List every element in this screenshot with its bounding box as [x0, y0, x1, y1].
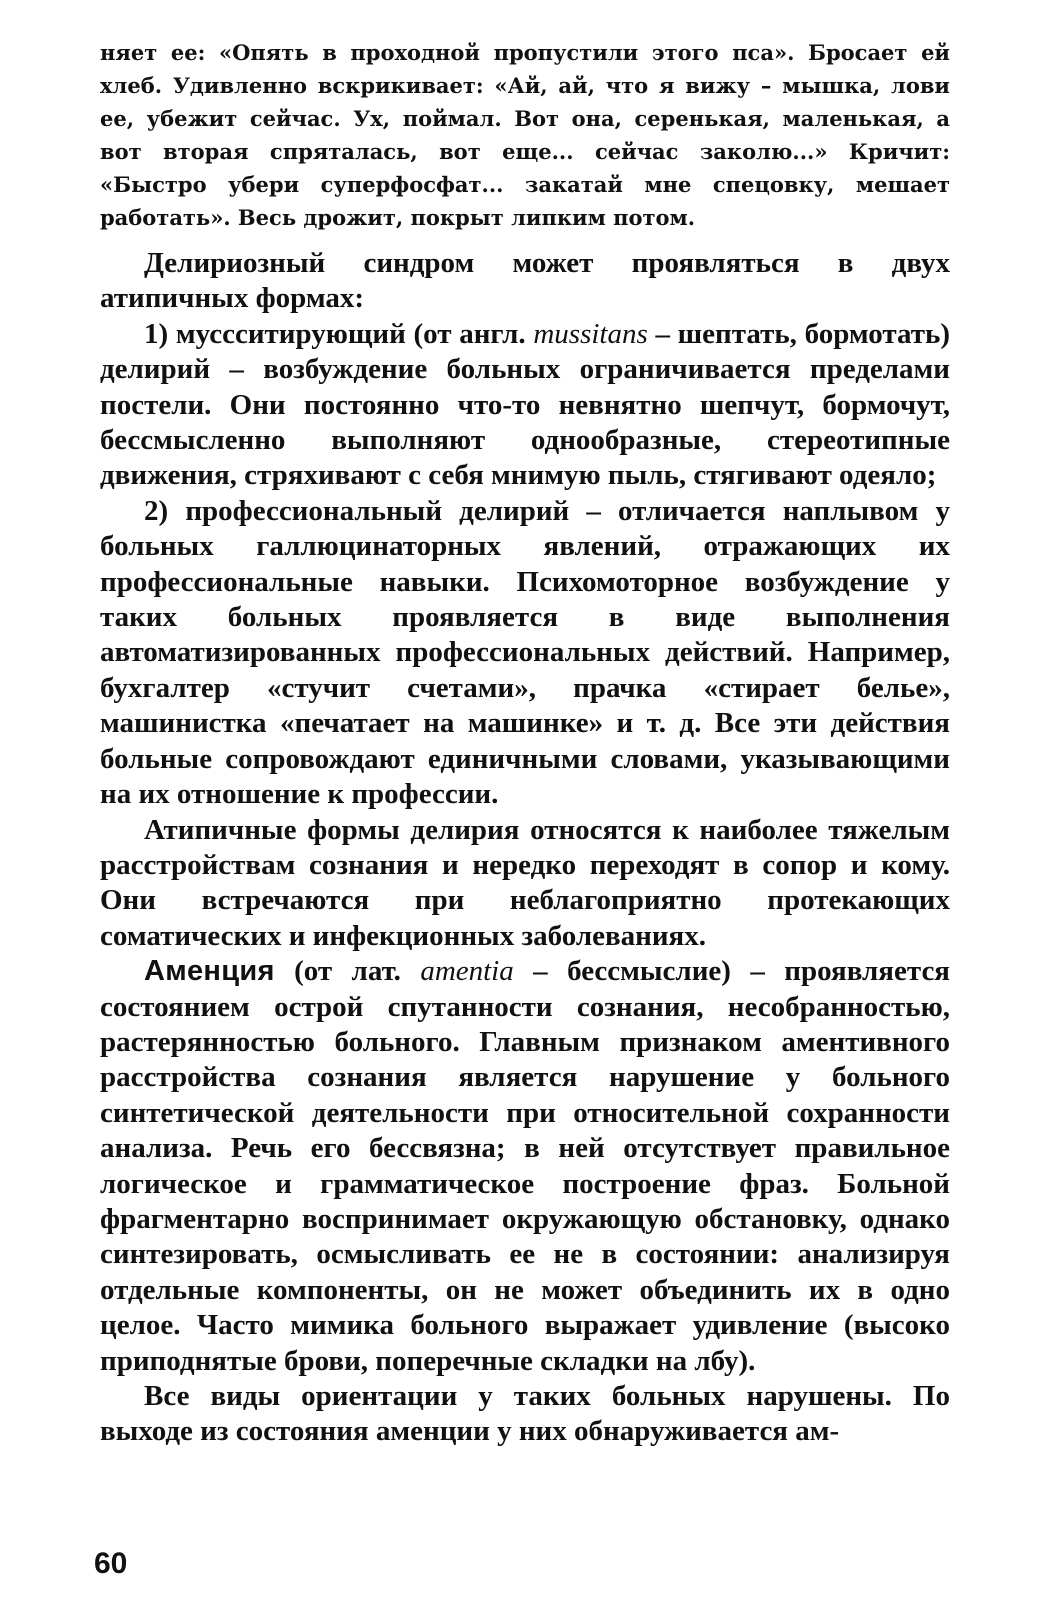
term-mussitans: mussitans — [533, 317, 648, 350]
p2-end: – шептать, бормотать) делирий – возбуждение больных ограничивается пределами постели. Они постоянно что-то невнятно шепчут, бормочут, бессмысленно выполняют однообразные, стереотипные движения, стряхивают с себя мнимую пыль, стягивают одеяло; — [100, 317, 951, 492]
p5-rest: – бессмыслие) – проявляется состоянием острой спутанности сознания, несобранностью, растерянностью больного. Главным признаком аментивного расстройства сознания является нарушение у больного синтетической деятельности при относительной сохранности анализа. Речь его бессвязна; в ней отсутствует правильное логическое и грамматическое построение фраз. Больной фрагментарно воспринимает окружающую обстановку, однако синтезировать, осмысливать ее не в состоянии: анализируя отдельные компоненты, он не может объединить их в одно целое. Часто мимика больного выражает удивление (высоко приподнятые брови, поперечные складки на лбу). — [100, 955, 950, 1377]
term-amentia-latin: amentia — [420, 955, 514, 988]
page-number: 60 — [94, 1547, 128, 1580]
term-amentia: Аменция — [144, 955, 275, 988]
case-quote: няет ее: «Опять в проходной пропустили этого пса». Бросает ей хлеб. Удивленно вскрикивает: «Ай, ай, что я вижу – мышка, лови ее, убежит сейчас. Ух, поймал. Вот она, серенькая, маленькая, а вот вторая спряталась, вот еще... сейчас заколю...» Кричит: «Быстро убери суперфосфат... закатай мне спецовку, мешает работать». Весь дрожит, покрыт липким потом. — [100, 40, 950, 230]
paragraph-amentia — [100, 954, 950, 1379]
p2-start: 1) муссситирующий (от англ. — [144, 317, 534, 350]
paragraph-orientation: Все виды ориентации у таких больных нарушены. По выходе из состояния аменции у них обнаруживается ам- — [100, 1380, 950, 1448]
paragraph-atypical-forms: Атипичные формы делирия относятся к наиболее тяжелым расстройствам сознания и нередко переходят в сопор и кому. Они встречаются при неблагоприятно протекающих соматических и инфекционных заболеваниях. — [100, 813, 950, 952]
page-content — [100, 36, 950, 1450]
p5-mid: (от лат. — [274, 955, 421, 988]
paragraph-professional-delirium: 2) профессиональный делирий – отличается наплывом у больных галлюцинаторных явлений, отражающих их профессиональные навыки. Психомоторное возбуждение у таких больных проявляется в виде выполнения автоматизированных профессиональных действий. Например, бухгалтер «стучит счетами», прачка «стирает белье», машинистка «печатает на машинке» и т. д. Все эти действия больные сопровождают единичными словами, указывающими на их отношение к профессии. — [100, 494, 950, 811]
paragraph-delirium-forms: Делириозный синдром может проявляться в двух атипичных формах: — [100, 247, 950, 315]
paragraph-mussitating-delirium — [100, 317, 950, 494]
